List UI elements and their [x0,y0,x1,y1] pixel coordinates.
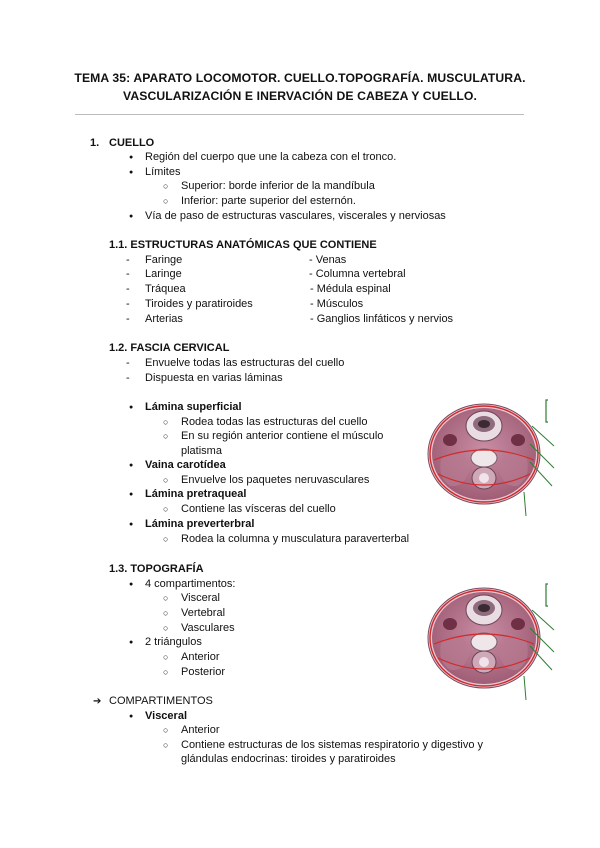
subsection-heading-estructuras: 1.1. ESTRUCTURAS ANATÓMICAS QUE CONTIENE [109,239,377,251]
sub-bullet: ○ En su región anterior contiene el músculo [181,430,383,443]
sub-bullet: ○ Anterior [181,724,220,737]
sub-bullet-continuation: platisma [181,445,222,457]
neck-cross-section-figure-2 [420,580,600,704]
structure-right-item: - Ganglios linfáticos y nervios [310,313,454,325]
fascia-dash-item: - Envuelve todas las estructuras del cuello [145,357,344,370]
structure-left-item: - Faringe [145,254,182,267]
bullet-lamina-pretraqueal: ● Lámina pretraqueal [145,488,246,501]
sub-bullet: ○ Rodea la columna y musculatura paraverterbal [181,533,409,546]
bullet-limites: ● Límites [145,166,180,179]
subsection-heading-topografia: 1.3. TOPOGRAFÍA [109,563,204,575]
sub-bullet-superior: ○ Superior: borde inferior de la mandíbula [181,180,375,193]
neck-cross-section-figure-1 [420,396,600,520]
bullet-vaina-carotidea: ● Vaina carotídea [145,459,226,472]
sub-bullet: ○ Envuelve los paquetes neruvasculares [181,474,369,487]
structure-left-item: - Laringe [145,268,182,281]
structure-right-item: - Venas [309,254,347,266]
sub-bullet: ○ Vasculares [181,622,235,635]
structure-left-item: - Tráquea [145,283,186,296]
bullet-region: ● Región del cuerpo que une la cabeza con el tronco. [145,151,396,164]
sub-bullet: ○ Posterior [181,666,225,679]
sub-bullet-inferior: ○ Inferior: parte superior del esternón. [181,195,356,208]
structure-left-item: - Arterias [145,313,183,326]
sub-bullet: ○ Contiene las vísceras del cuello [181,503,336,516]
sub-bullet: ○ Anterior [181,651,220,664]
structure-right-item: - Médula espinal [310,283,391,295]
title-divider [75,114,524,115]
sub-bullet: ○ Visceral [181,592,220,605]
sub-bullet: ○ Contiene estructuras de los sistemas respiratorio y digestivo y [181,739,483,752]
bullet-visceral: ● Visceral [145,710,187,723]
bullet-lamina-superficial: ● Lámina superficial [145,401,242,414]
bullet-via-de-paso: ● Vía de paso de estructuras vasculares, viscerales y nerviosas [145,210,446,223]
subsection-heading-fascia: 1.2. FASCIA CERVICAL [109,342,230,354]
sub-bullet: ○ Rodea todas las estructuras del cuello [181,416,368,429]
arrow-heading-compartimentos: ➔ COMPARTIMENTOS [109,695,213,708]
document-title-line2: VASCULARIZACIÓN E INERVACIÓN DE CABEZA Y CUELLO. [123,89,477,103]
structure-right-item: - Columna vertebral [309,268,406,280]
document-title-line1: TEMA 35: APARATO LOCOMOTOR. CUELLO.TOPOGRAFÍA. MUSCULATURA. [74,71,526,85]
sub-bullet: ○ Vertebral [181,607,225,620]
structure-left-item: - Tiroides y paratiroides [145,298,253,311]
bullet-lamina-prevertebral: ● Lámina preverterbral [145,518,254,531]
fascia-dash-item: - Dispuesta en varias láminas [145,372,283,385]
section-number: 1. [90,137,100,149]
bullet-triangulos: ● 2 triángulos [145,636,202,649]
bullet-compartimentos: ● 4 compartimentos: [145,578,235,591]
section-heading-cuello: CUELLO [109,137,155,149]
sub-bullet-continuation: glándulas endocrinas: tiroides y paratiroides [181,753,396,765]
structure-right-item: - Músculos [310,298,364,310]
